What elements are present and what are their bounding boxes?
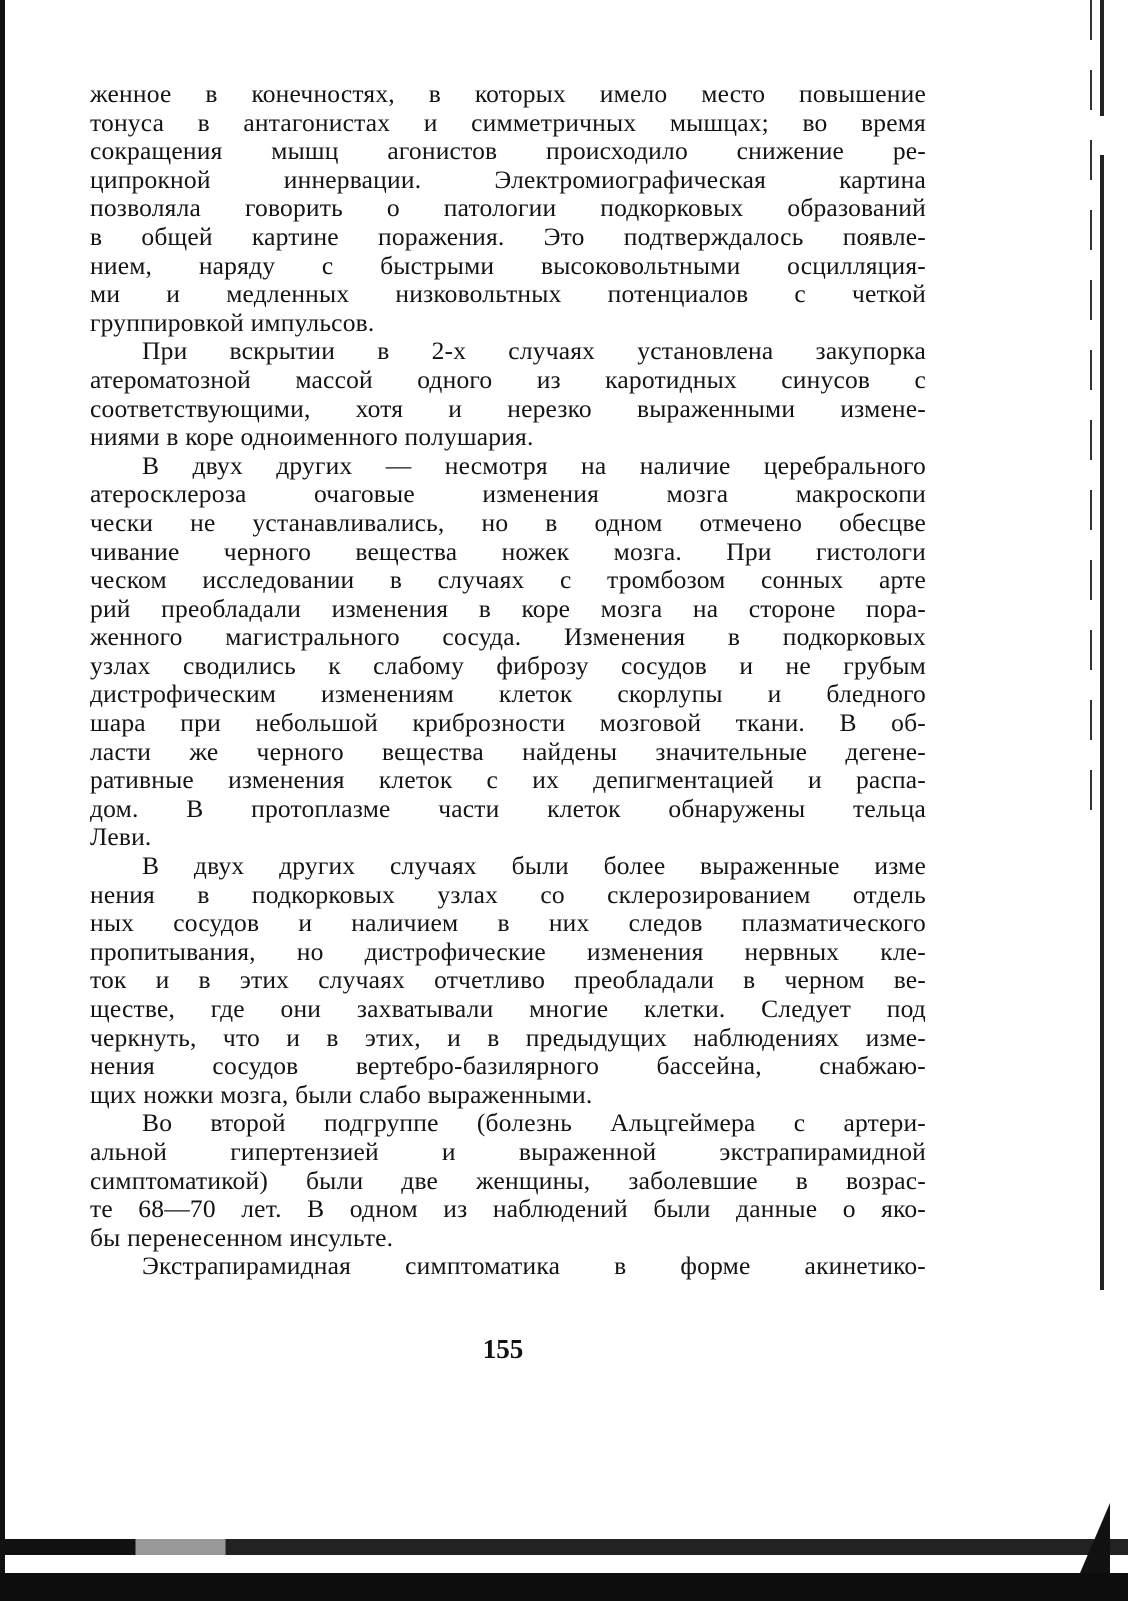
text-line: нения сосудов вертебро-базилярного бассейна, снабжаю- — [90, 1051, 926, 1081]
text-line: нием, наряду с быстрыми высоковольтными осцилляция- — [90, 250, 926, 280]
text-line: соответствующими, хотя и нерезко выраженными измене- — [90, 393, 926, 423]
text-line: дистрофическим изменениям клеток скорлупы и бледного — [90, 679, 926, 709]
text-line: женного магистрального сосуда. Изменения в подкорковых — [90, 622, 926, 652]
paragraph-3 — [90, 452, 926, 852]
text-line: В двух других — несмотря на наличие церебрального — [142, 450, 926, 480]
text-line: чески не устанавливались, но в одном отмечено обесцве — [90, 507, 926, 537]
text-line: нения в подкорковых узлах со склерозированием отдель — [90, 879, 926, 909]
text-line: чивание черного вещества ножек мозга. При гистологи — [90, 536, 926, 566]
text-line: атероматозной массой одного из каротидных синусов с — [90, 364, 926, 394]
text-line: ласти же черного вещества найдены значительные дегене- — [90, 736, 926, 766]
page-body — [90, 80, 926, 1281]
text-line: тонуса в антагонистах и симметричных мышцах; во время — [90, 107, 926, 137]
scan-edge-right — [1100, 0, 1104, 1290]
text-line: бы перенесенном инсульте. — [90, 1222, 394, 1252]
text-line: ципрокной иннервации. Электромиографическая картина — [90, 164, 926, 194]
text-line: женное в конечностях, в которых имело место повышение — [90, 79, 926, 108]
scan-bottom-band — [0, 1539, 1128, 1555]
paragraph-1 — [90, 80, 926, 337]
text-line: в общей картине поражения. Это подтверждалось появле- — [90, 221, 926, 251]
text-line: щих ножки мозга, были слабо выраженными. — [90, 1079, 593, 1109]
text-line: ческом исследовании в случаях с тромбозом сонных арте — [90, 565, 926, 595]
text-line: ниями в коре одноименного полушария. — [90, 422, 534, 452]
page-number: 155 — [482, 1334, 524, 1364]
text-line: симптоматикой) были две женщины, заболевшие в возрас- — [90, 1165, 926, 1195]
text-line: ществе, где они захватывали многие клетки. Следует под — [90, 994, 926, 1023]
text-line: черкнуть, что и в этих, и в предыдущих наблюдениях изме- — [90, 1022, 926, 1052]
text-line: ми и медленных низковольтных потенциалов с четкой — [90, 279, 926, 309]
text-line: сокращения мышц агонистов происходило снижение ре- — [90, 136, 926, 166]
text-line: атеросклероза очаговые изменения мозга макроскопи — [90, 479, 926, 509]
text-line: шара при небольшой криброзности мозговой ткани. В об- — [90, 708, 926, 738]
text-line: группировкой импульсов. — [90, 307, 375, 337]
text-line: альной гипертензией и выраженной экстрапирамидной — [90, 1136, 926, 1166]
scan-edge-right-inner — [1090, 0, 1092, 820]
text-line: дом. В протоплазме части клеток обнаружены тельца — [90, 793, 926, 823]
text-line: узлах сводились к слабому фиброзу сосудов и не грубым — [90, 650, 926, 680]
scan-bottom-corner — [1080, 1503, 1110, 1573]
text-line: Леви. — [90, 822, 152, 852]
text-line: Экстрапирамидная симптоматика в форме акинетико- — [142, 1251, 926, 1281]
text-line: При вскрытии в 2-х случаях установлена закупорка — [142, 336, 926, 366]
text-line: ток и в этих случаях отчетливо преобладали в черном ве- — [90, 965, 926, 995]
text-line: В двух других случаях были более выраженные изме — [142, 851, 926, 881]
text-line: те 68—70 лет. В одном из наблюдений были данные о яко- — [90, 1194, 926, 1224]
paragraph-2 — [90, 337, 926, 451]
text-line: рий преобладали изменения в коре мозга на стороне пора- — [90, 593, 926, 623]
text-line: ных сосудов и наличием в них следов плазматического — [90, 908, 926, 938]
text-line: ративные изменения клеток с их депигментацией и распа- — [90, 765, 926, 795]
text-line: позволяла говорить о патологии подкорковых образований — [90, 193, 926, 223]
paragraph-6 — [90, 1252, 926, 1281]
text-line: Во второй подгруппе (болезнь Альцгеймера с артери- — [142, 1108, 926, 1138]
scan-bottom-bar — [0, 1573, 1128, 1601]
paragraph-4 — [90, 852, 926, 1109]
text-line: пропитывания, но дистрофические изменения нервных кле- — [90, 936, 926, 966]
paragraph-5 — [90, 1109, 926, 1252]
